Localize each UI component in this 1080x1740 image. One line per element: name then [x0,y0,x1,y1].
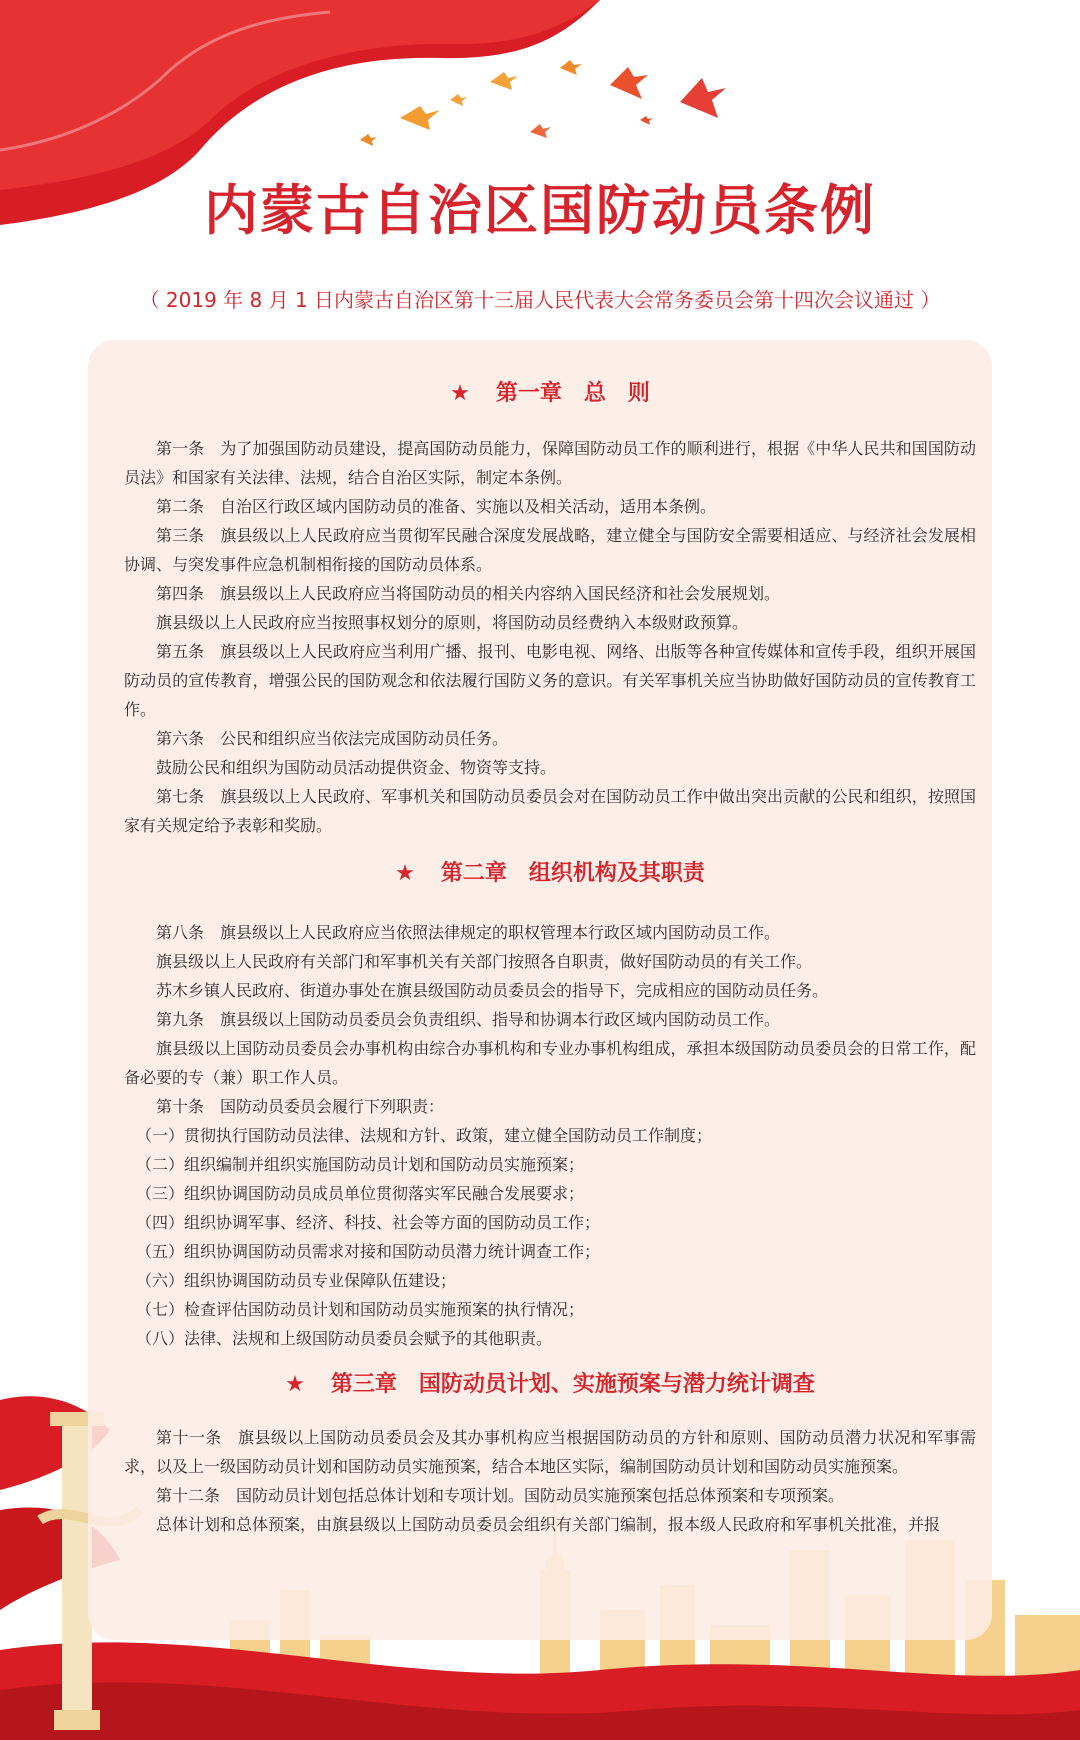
page-subtitle: （ 2019 年 8 月 1 日内蒙古自治区第十三届人民代表大会常务委员会第十四次会议通过 ） [139,288,941,312]
article-paragraph [124,753,976,782]
article-paragraph [124,521,976,579]
article-number: 第三条 [156,526,221,545]
chapter-heading [124,1363,976,1407]
article-text: 苏木乡镇人民政府、街道办事处在旗县级国防动员委员会的指导下，完成相应的国防动员任务。 [156,981,829,1000]
chapter-heading [124,852,976,896]
star-icon: ★ [395,861,415,886]
duty-list-item: （二）组织编制并组织实施国防动员计划和国防动员实施预案； [136,1155,585,1174]
duty-list-item: （八）法律、法规和上级国防动员委员会赋予的其他职责。 [136,1329,553,1348]
duty-list-item: （六）组织协调国防动员专业保障队伍建设； [136,1271,457,1290]
article-text: 国防动员计划包括总体计划和专项计划。国防动员实施预案包括总体预案和专项预案。 [236,1486,845,1505]
regulation-content [124,372,976,1539]
article-number: 第五条 [156,642,221,661]
article-paragraph [124,724,976,753]
duty-list-item: （四）组织协调军事、经济、科技、社会等方面的国防动员工作； [136,1213,601,1232]
article-text: 鼓励公民和组织为国防动员活动提供资金、物资等支持。 [156,758,557,777]
article-text: 旗县级以上人民政府应当将国防动员的相关内容纳入国民经济和社会发展规划。 [220,584,781,603]
article-text: 旗县级以上国防动员委员会办事机构由综合办事机构和专业办事机构组成，承担本级国防动员委员会的日常工作，配备必要的专（兼）职工作人员。 [124,1039,976,1087]
article-number: 第八条 [156,923,221,942]
duty-list-item: （一）贯彻执行国防动员法律、法规和方针、政策，建立健全国防动员工作制度； [136,1126,713,1145]
chapter-title: 第一章 总 则 [495,381,650,406]
article-paragraph [124,492,976,521]
article-text: 旗县级以上人民政府应当按照事权划分的原则，将国防动员经费纳入本级财政预算。 [156,613,749,632]
article-paragraph [124,918,976,947]
article-number: 第六条 [156,729,221,748]
article-text: 公民和组织应当依法完成国防动员任务。 [220,729,509,748]
article-text: 旗县级以上国防动员委员会及其办事机构应当根据国防动员的方针和原则、国防动员潜力状况和军事需求，以及上一级国防动员计划和国防动员实施预案，结合本地区实际，编制国防动员计划和国防动员实施预案。 [124,1428,976,1476]
article-paragraph [124,976,976,1005]
article-paragraph [124,434,976,492]
article-text: 总体计划和总体预案，由旗县级以上国防动员委员会组织有关部门编制，报本级人民政府和军事机关批准，并报 [156,1515,941,1534]
article-text: 旗县级以上人民政府应当依照法律规定的职权管理本行政区域内国防动员工作。 [220,923,781,942]
article-text: 旗县级以上人民政府、军事机关和国防动员委员会对在国防动员工作中做出突出贡献的公民和组织，按照国家有关规定给予表彰和奖励。 [124,787,976,835]
article-paragraph [124,1005,976,1034]
article-paragraph [124,1510,976,1539]
article-paragraph [124,1092,976,1121]
article-text: 旗县级以上人民政府应当利用广播、报刊、电影电视、网络、出版等各种宣传媒体和宣传手段，组织开展国防动员的宣传教育，增强公民的国防观念和依法履行国防义务的意识。有关军事机关应当协助做好国防动员的宣传教育工作。 [124,642,976,719]
duty-list-item: （五）组织协调国防动员需求对接和国防动员潜力统计调查工作； [136,1242,601,1261]
article-number: 第十一条 [156,1428,239,1447]
chapter-title: 第三章 国防动员计划、实施预案与潜力统计调查 [330,1372,815,1397]
article-number: 第十条 [156,1097,221,1116]
article-text: 自治区行政区域内国防动员的准备、实施以及相关活动，适用本条例。 [220,497,717,516]
article-number: 第四条 [156,584,221,603]
article-text: 旗县级以上人民政府应当贯彻军民融合深度发展战略，建立健全与国防安全需要相适应、与经济社会发展相协调、与突发事件应急机制相衔接的国防动员体系。 [124,526,976,574]
article-text: 旗县级以上人民政府有关部门和军事机关有关部门按照各自职责，做好国防动员的有关工作。 [156,952,813,971]
star-icon: ★ [450,381,470,406]
article-paragraph [124,608,976,637]
flying-birds-decoration [340,40,780,160]
star-icon: ★ [285,1372,305,1397]
article-text: 国防动员委员会履行下列职责： [220,1097,445,1116]
article-number: 第九条 [156,1010,221,1029]
article-paragraph [124,579,976,608]
page-title: 内蒙古自治区国防动员条例 [204,179,876,242]
chapter-title: 第二章 组织机构及其职责 [440,861,705,886]
article-number: 第一条 [156,439,221,458]
duty-list-item: （七）检查评估国防动员计划和国防动员实施预案的执行情况； [136,1300,585,1319]
article-paragraph [124,1481,976,1510]
article-text: 旗县级以上国防动员委员会负责组织、指导和协调本行政区域内国防动员工作。 [220,1010,781,1029]
article-paragraph [124,637,976,724]
article-paragraph [124,1423,976,1481]
article-number: 第十二条 [156,1486,237,1505]
article-paragraph [124,782,976,840]
article-paragraph [124,947,976,976]
chapter-heading [124,372,976,416]
article-number: 第七条 [156,787,221,806]
article-number: 第二条 [156,497,221,516]
article-text: 为了加强国防动员建设，提高国防动员能力，保障国防动员工作的顺利进行，根据《中华人民共和国国防动员法》和国家有关法律、法规，结合自治区实际，制定本条例。 [124,439,976,487]
duty-list-item: （三）组织协调国防动员成员单位贯彻落实军民融合发展要求； [136,1184,585,1203]
article-paragraph [124,1034,976,1092]
